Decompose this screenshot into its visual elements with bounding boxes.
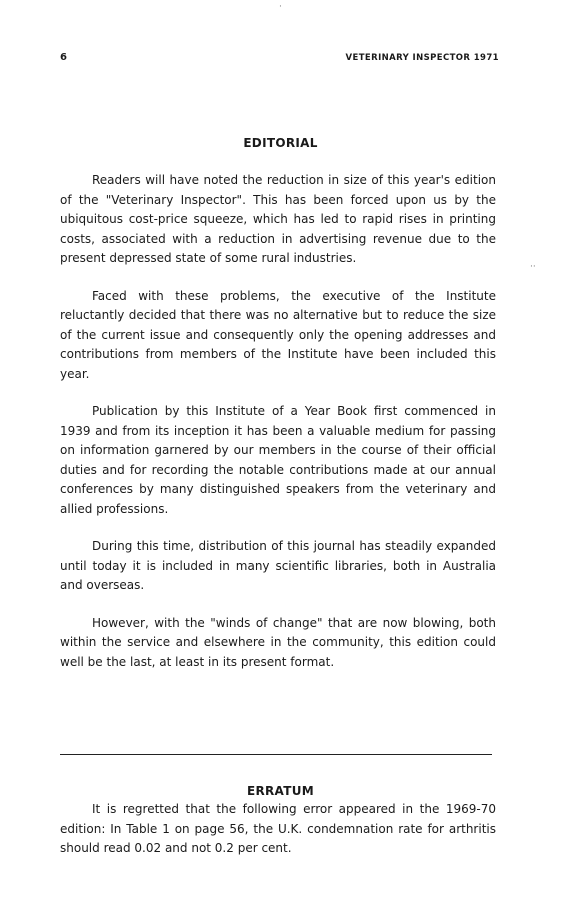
editorial-paragraph: However, with the "winds of change" that are now blowing, both within the service and elsewhere in the community, this edition could well be the last, at least in its present format. bbox=[60, 615, 496, 669]
running-title: VETERINARY INSPECTOR 1971 bbox=[345, 53, 499, 63]
scan-speck: ·· bbox=[530, 262, 536, 272]
editorial-paragraph: Readers will have noted the reduction in size of this year's edition of the "Veterinary Inspector". This has been forced upon us by the ubiquitous cost-price squeeze, which has led to rapid rises in printing costs, associated with a reduction in advertising revenue due to the present depressed state of some rural industries. bbox=[60, 173, 496, 265]
editorial-paragraph: Publication by this Institute of a Year Book first commenced in 1939 and from its inception it has been a valuable medium for passing on information garnered by our members in the course of their official duties and for recording the notable contributions made at our annual conferences by many distinguished speakers from the veterinary and allied professions. bbox=[60, 404, 496, 516]
erratum-body bbox=[60, 800, 496, 877]
erratum-paragraph: It is regretted that the following error appeared in the 1969-70 edition: In Table 1 on page 56, the U.K. condemnation rate for arthritis should read 0.02 and not 0.2 per cent. bbox=[60, 802, 496, 855]
page-number: 6 bbox=[60, 52, 67, 63]
editorial-title: EDITORIAL bbox=[243, 136, 318, 150]
editorial-paragraph: During this time, distribution of this journal has steadily expanded until today it is included in many scientific libraries, both in Australia and overseas. bbox=[60, 539, 496, 592]
editorial-paragraph: Faced with these problems, the executive of the Institute reluctantly decided that there was no alternative but to reduce the size of the current issue and consequently only the opening addresses and contributions from members of the Institute have been included this year. bbox=[60, 288, 496, 381]
scan-speck: · bbox=[279, 2, 282, 12]
section-divider bbox=[60, 754, 492, 755]
erratum-title: ERRATUM bbox=[246, 784, 314, 798]
editorial-body bbox=[60, 171, 496, 690]
